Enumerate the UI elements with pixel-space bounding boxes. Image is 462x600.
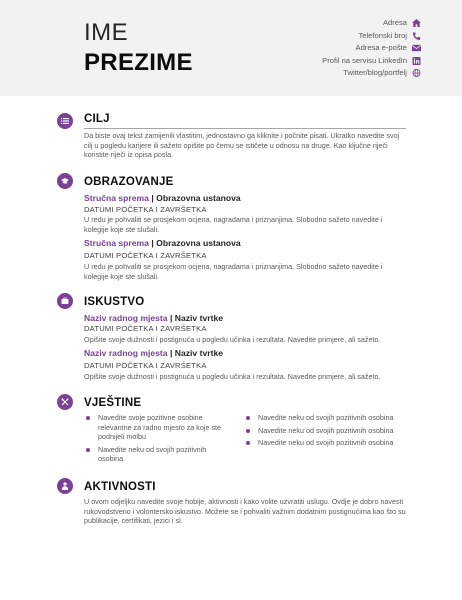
list-item[interactable] [244,438,406,448]
first-name[interactable]: IME [84,19,129,46]
education-dates[interactable]: DATUMI POČETKA I ZAVRŠETKA [84,205,207,214]
education-description[interactable]: U redu je pohvaliti se prosjekom ocjena, nagradama i priznanjima. Slobodno sažeto navedite i kolegije koje ste slušali. [84,262,383,281]
contact-web[interactable] [322,67,407,80]
contact-address[interactable] [322,17,407,30]
job-title-label: Naziv radnog mjesta [84,348,168,358]
contact-email-text: Adresa e-pošte [355,43,407,52]
list-item[interactable] [244,413,406,423]
activities-text[interactable]: U ovom odjeljku navedite svoje hobije, aktivnosti i kako volite uzvratiti uslugu. Ovdje je dobro navesti rukovodstveno i volontersko iskustvo. Možete se i pohvaliti važnim dodatnim postignućima kao što su publikacije, certifikati, jezici i sl. [84,497,406,525]
header-band [0,0,462,96]
experience-entry-title[interactable] [84,313,223,324]
bullet-icon [246,416,250,420]
email-icon [412,44,421,52]
list-item[interactable] [84,413,224,442]
separator: | [169,313,173,323]
activities-title[interactable]: AKTIVNOSTI [84,481,156,493]
bullet-icon [86,448,90,452]
phone-icon [412,32,421,40]
graduation-cap-icon [57,173,73,189]
contact-phone[interactable] [322,30,407,43]
separator: | [169,348,173,358]
contact-linkedin[interactable] [322,55,407,68]
list-item[interactable] [84,445,224,464]
education-dates[interactable]: DATUMI POČETKA I ZAVRŠETKA [84,251,207,260]
skills-title[interactable]: VJEŠTINE [84,397,142,409]
school-label: Obrazovna ustanova [156,238,241,248]
list-item[interactable] [244,426,406,436]
list-icon [57,113,73,129]
bullet-icon [246,429,250,433]
globe-icon [412,69,421,77]
separator: | [151,238,154,248]
tools-icon [57,394,73,410]
skills-column-right [244,413,406,451]
experience-entry-title[interactable] [84,348,223,359]
education-entry-title[interactable] [84,193,241,204]
skill-text: Navedite neku od svojih pozitivnih osobina [258,438,394,448]
skill-text: Navedite neku od svojih pozitivnih osobina [98,444,207,464]
home-icon [412,19,421,27]
company-label: Naziv tvrtke [174,348,224,358]
education-description[interactable]: U redu je pohvaliti se prosjekom ocjena, nagradama i priznanjima. Slobodno sažeto navedite i kolegije koje ste slušali. [84,215,383,234]
skill-text: Navedite neku od svojih pozitivnih osobina [258,425,394,435]
skill-text: Navedite svoje pozitivne osobine relevantne za radno mjesto za koje ste podnijeli molbu [98,413,222,442]
linkedin-icon [412,57,421,65]
degree-label: Stručna sprema [84,238,149,248]
education-entry-title[interactable] [84,238,241,249]
experience-description[interactable]: Opišite svoje dužnosti i postignuća u pogledu učinka i rezultata. Navedite primjere, ali sažeto. [84,372,381,381]
contact-phone-text: Telefonski broj [358,30,407,40]
bullet-icon [246,441,250,445]
skills-column-left [84,413,224,467]
education-title[interactable]: OBRAZOVANJE [84,176,174,188]
contact-email[interactable] [322,42,407,55]
separator: | [151,193,154,203]
experience-dates[interactable]: DATUMI POČETKA I ZAVRŠETKA [84,324,207,333]
contact-address-text: Adresa [382,18,407,27]
objective-text[interactable]: Da biste ovaj tekst zamijenili vlastitim, jednostavno ga kliknite i počnite pisati. Ukratko navedite svoj cilj u pogledu karijere ili sažeto opišite po čemu se ističete u odnosu na druge. Kao ključne riječi koristite riječi iz opisa posla. [84,131,400,159]
briefcase-icon [57,293,73,309]
experience-title[interactable]: ISKUSTVO [84,296,145,308]
bullet-icon [86,416,90,420]
contact-info [322,17,407,80]
section-divider [84,128,406,129]
school-label: Obrazovna ustanova [156,193,241,203]
contact-web-text: Twitter/blog/portfelj [343,68,407,77]
company-label: Naziv tvrtke [174,313,224,323]
skill-text: Navedite neku od svojih pozitivnih osobina [258,413,394,422]
degree-label: Stručna sprema [84,193,149,203]
contact-linkedin-text: Profil na servisu LinkedIn [322,55,407,65]
objective-title[interactable]: CILJ [84,113,110,125]
experience-dates[interactable]: DATUMI POČETKA I ZAVRŠETKA [84,361,207,370]
job-title-label: Naziv radnog mjesta [84,313,168,323]
experience-description[interactable]: Opišite svoje dužnosti i postignuća u pogledu učinka i rezultata. Navedite primjere, ali sažeto. [84,335,381,344]
person-icon [57,478,73,494]
last-name[interactable]: PREZIME [84,49,193,76]
